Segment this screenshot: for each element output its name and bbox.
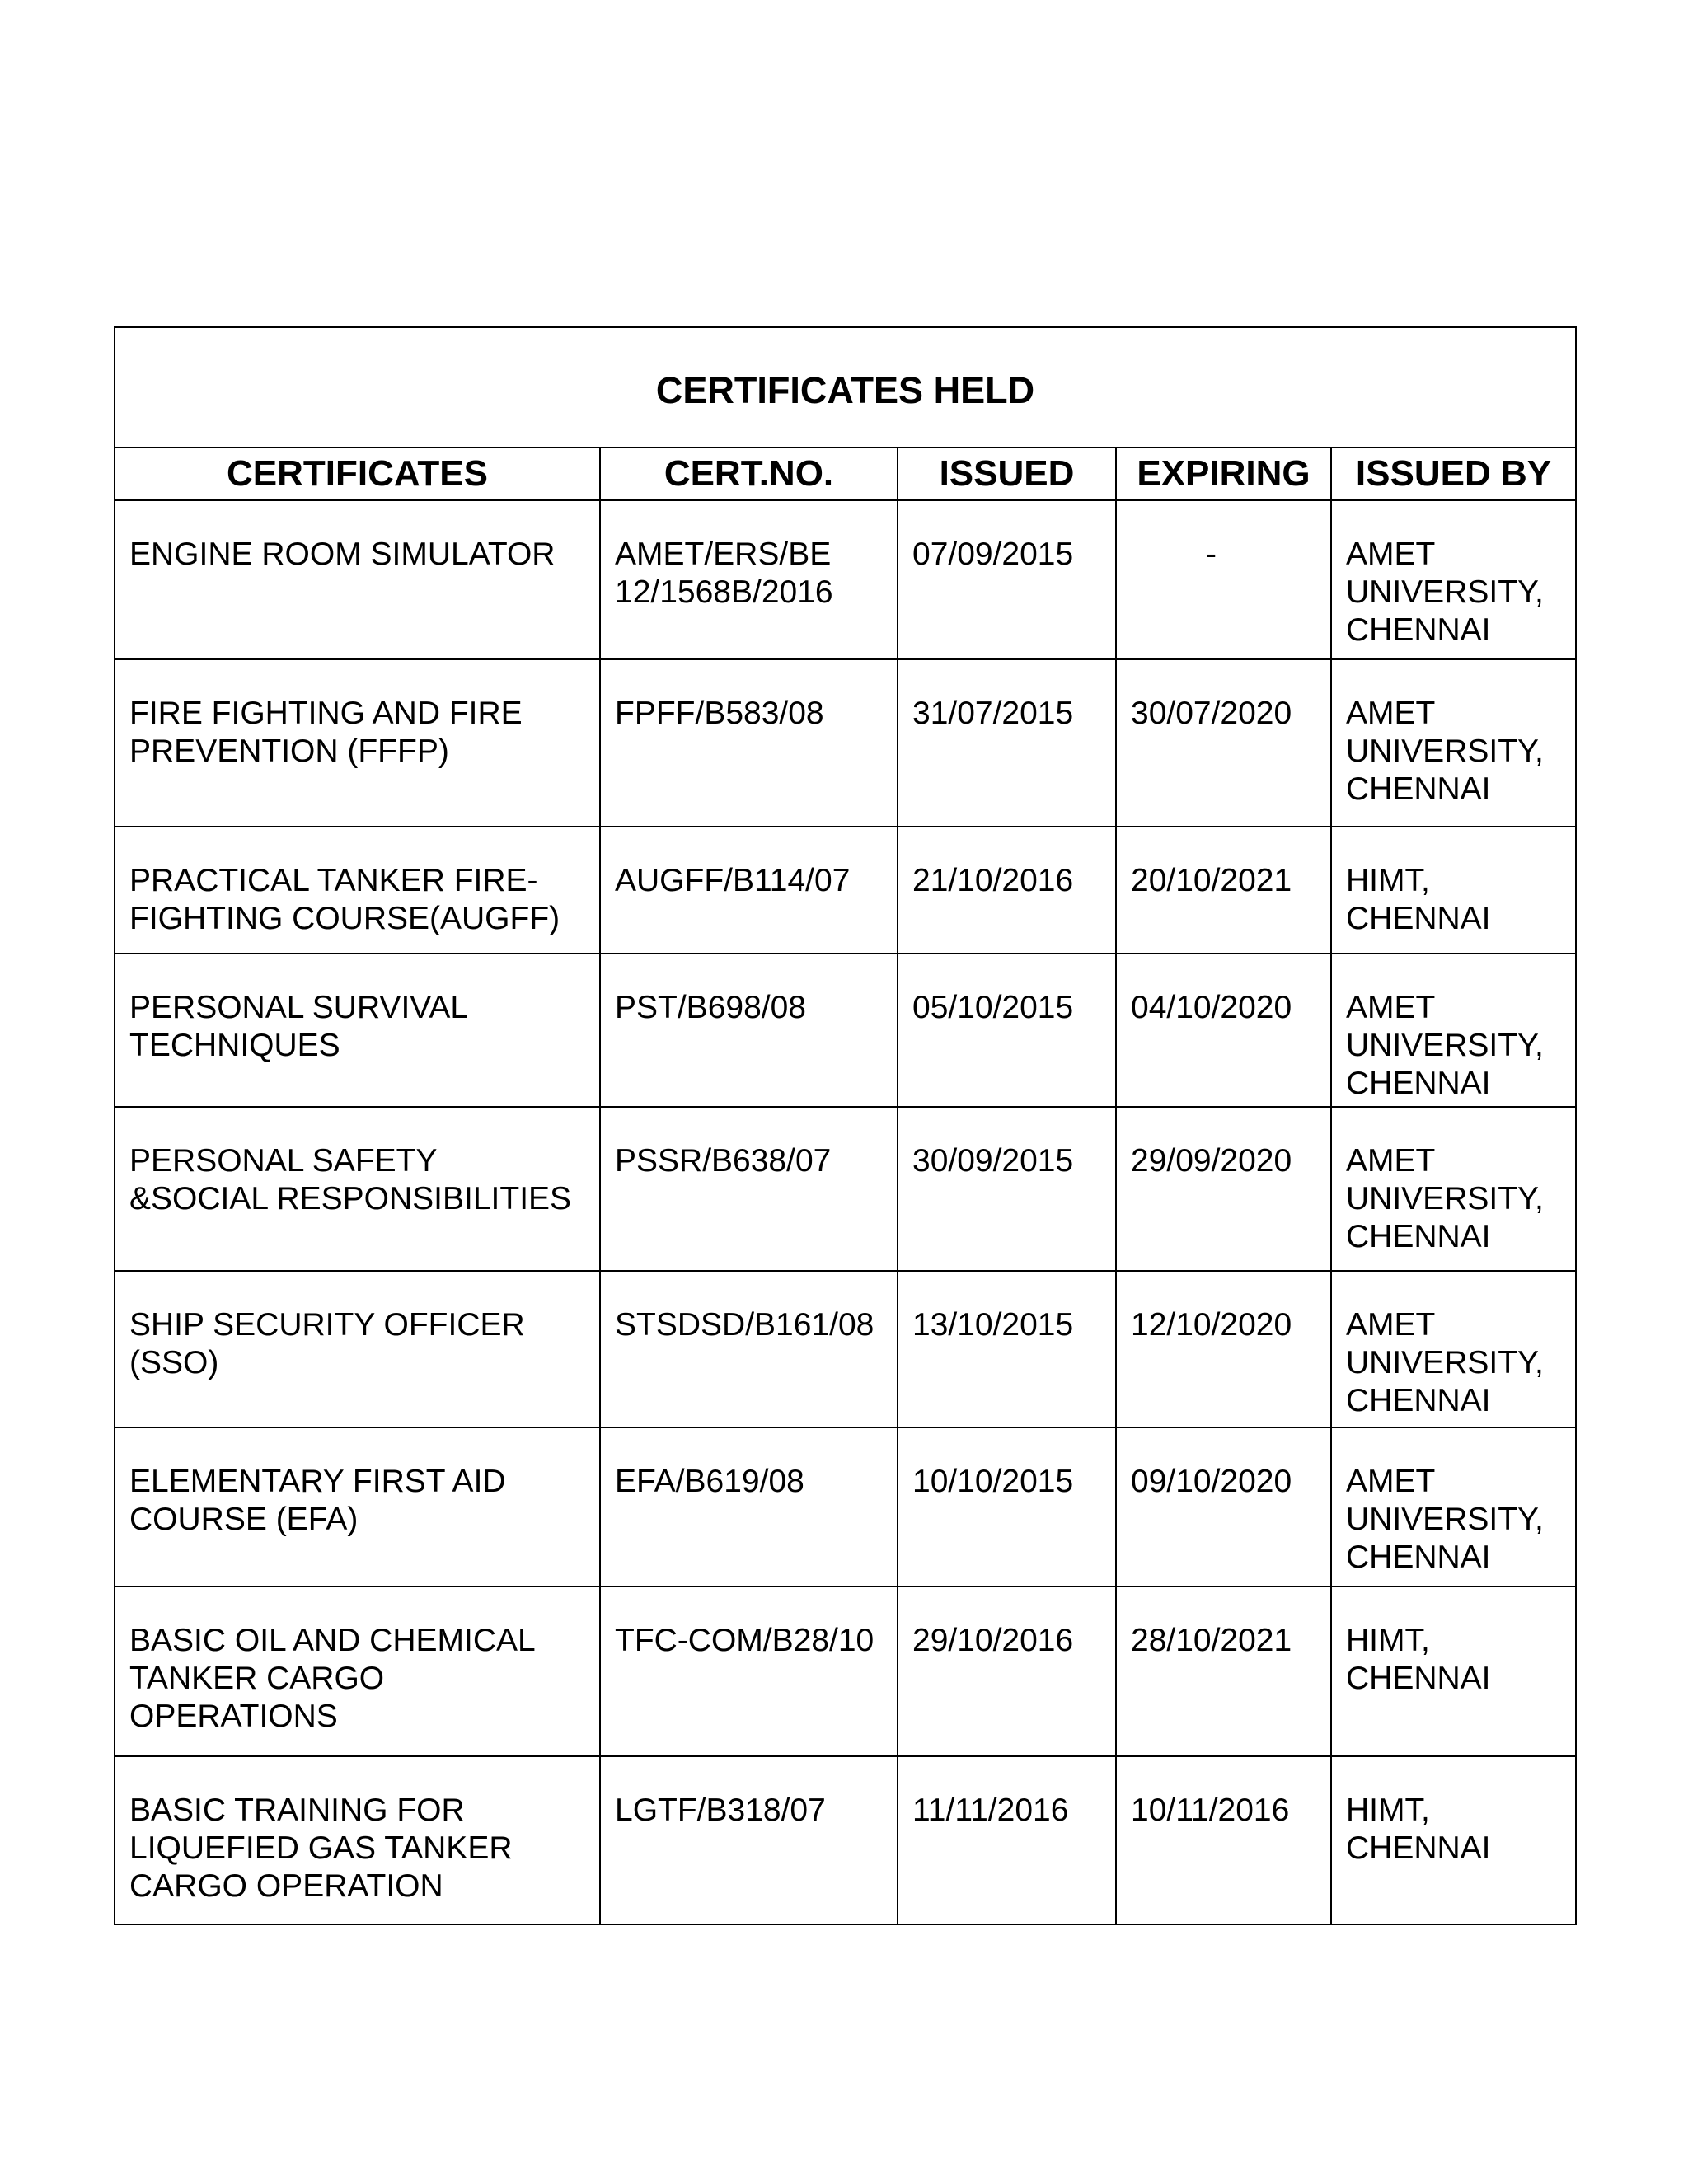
cert-no: AMET/ERS/BE 12/1568B/2016 (615, 537, 833, 610)
table-row (115, 1427, 1576, 1586)
issued-by-cell (1331, 954, 1576, 1107)
issued-date-cell (898, 659, 1116, 827)
expiry-date: 30/07/2020 (1131, 696, 1292, 731)
issued-date-cell (898, 1271, 1116, 1427)
cert-no: PSSR/B638/07 (615, 1143, 832, 1179)
expiry-date: - (1206, 537, 1217, 572)
issued-by: AMET UNIVERSITY, CHENNAI (1346, 990, 1544, 1101)
cert-no: PST/B698/08 (615, 990, 806, 1025)
expiry-date: 29/09/2020 (1131, 1143, 1292, 1179)
issued-date: 21/10/2016 (912, 863, 1074, 898)
issued-by-cell (1331, 1427, 1576, 1586)
issued-date-cell (898, 500, 1116, 659)
cert-no-cell (600, 1756, 898, 1924)
certificate-name: BASIC TRAINING FOR LIQUEFIED GAS TANKER CARGO OPERATION (129, 1793, 513, 1904)
issued-by: AMET UNIVERSITY, CHENNAI (1346, 1143, 1544, 1254)
table-row (115, 659, 1576, 827)
expiry-date: 04/10/2020 (1131, 990, 1292, 1025)
issued-by-cell (1331, 1586, 1576, 1756)
expiry-date-cell (1116, 954, 1331, 1107)
expiry-date-cell (1116, 1586, 1331, 1756)
issued-date-cell (898, 1586, 1116, 1756)
cert-no-cell (600, 659, 898, 827)
table-row (115, 1107, 1576, 1271)
issued-by-cell (1331, 1756, 1576, 1924)
expiry-date-cell (1116, 500, 1331, 659)
cert-no-cell (600, 1427, 898, 1586)
certificate-name-cell (115, 1586, 600, 1756)
table-row (115, 1271, 1576, 1427)
issued-by: AMET UNIVERSITY, CHENNAI (1346, 537, 1544, 648)
column-header-certificates: CERTIFICATES (115, 448, 600, 500)
issued-by-cell (1331, 500, 1576, 659)
certificate-name: PERSONAL SAFETY &SOCIAL RESPONSIBILITIES (129, 1143, 572, 1216)
cert-no-cell (600, 827, 898, 954)
cert-no: TFC-COM/B28/10 (615, 1623, 874, 1658)
issued-date-cell (898, 1107, 1116, 1271)
expiry-date: 12/10/2020 (1131, 1307, 1292, 1343)
cert-no: LGTF/B318/07 (615, 1793, 826, 1828)
issued-by: AMET UNIVERSITY, CHENNAI (1346, 1307, 1544, 1418)
column-header-issued: ISSUED (898, 448, 1116, 500)
expiry-date-cell (1116, 1271, 1331, 1427)
certificate-name-cell (115, 1427, 600, 1586)
certificate-name: SHIP SECURITY OFFICER (SSO) (129, 1307, 525, 1380)
issued-date-cell (898, 1756, 1116, 1924)
cert-no: FPFF/B583/08 (615, 696, 824, 731)
issued-date-cell (898, 954, 1116, 1107)
expiry-date-cell (1116, 827, 1331, 954)
expiry-date-cell (1116, 1427, 1331, 1586)
certificate-name: ENGINE ROOM SIMULATOR (129, 537, 556, 572)
certificate-name-cell (115, 1107, 600, 1271)
cert-no: AUGFF/B114/07 (615, 863, 851, 898)
expiry-date-cell (1116, 659, 1331, 827)
table-title: CERTIFICATES HELD (115, 327, 1576, 448)
expiry-date: 28/10/2021 (1131, 1623, 1292, 1658)
cert-no-cell (600, 1271, 898, 1427)
issued-date: 05/10/2015 (912, 990, 1074, 1025)
issued-by: AMET UNIVERSITY, CHENNAI (1346, 1464, 1544, 1575)
certificate-name-cell (115, 659, 600, 827)
cert-no: EFA/B619/08 (615, 1464, 804, 1499)
table-row (115, 827, 1576, 954)
cert-no: STSDSD/B161/08 (615, 1307, 874, 1343)
cert-no-cell (600, 500, 898, 659)
issued-by: HIMT, CHENNAI (1346, 1793, 1491, 1866)
issued-by-cell (1331, 1107, 1576, 1271)
header-row (115, 448, 1576, 500)
certificate-name: ELEMENTARY FIRST AID COURSE (EFA) (129, 1464, 506, 1537)
certificate-name-cell (115, 500, 600, 659)
issued-date: 10/10/2015 (912, 1464, 1074, 1499)
issued-by-cell (1331, 659, 1576, 827)
issued-date: 07/09/2015 (912, 537, 1074, 572)
table-row (115, 500, 1576, 659)
column-header-cert-no: CERT.NO. (600, 448, 898, 500)
table-row (115, 1586, 1576, 1756)
issued-date-cell (898, 1427, 1116, 1586)
issued-by-cell (1331, 827, 1576, 954)
certificate-name: BASIC OIL AND CHEMICAL TANKER CARGO OPERATIONS (129, 1623, 536, 1734)
expiry-date: 09/10/2020 (1131, 1464, 1292, 1499)
expiry-date: 20/10/2021 (1131, 863, 1292, 898)
issued-by: HIMT, CHENNAI (1346, 863, 1491, 936)
certificate-name: FIRE FIGHTING AND FIRE PREVENTION (FFFP) (129, 696, 523, 769)
issued-date: 31/07/2015 (912, 696, 1074, 731)
certificate-name-cell (115, 1271, 600, 1427)
expiry-date-cell (1116, 1107, 1331, 1271)
issued-date: 29/10/2016 (912, 1623, 1074, 1658)
expiry-date-cell (1116, 1756, 1331, 1924)
certificates-table (114, 326, 1577, 1925)
issued-by: AMET UNIVERSITY, CHENNAI (1346, 696, 1544, 807)
issued-date: 13/10/2015 (912, 1307, 1074, 1343)
certificate-name: PRACTICAL TANKER FIRE- FIGHTING COURSE(AUGFF) (129, 863, 560, 936)
issued-by: HIMT, CHENNAI (1346, 1623, 1491, 1696)
certificate-name: PERSONAL SURVIVAL TECHNIQUES (129, 990, 469, 1063)
column-header-issued-by: ISSUED BY (1331, 448, 1576, 500)
issued-date: 11/11/2016 (912, 1793, 1069, 1828)
table-row (115, 954, 1576, 1107)
certificate-name-cell (115, 1756, 600, 1924)
table-row (115, 1756, 1576, 1924)
expiry-date: 10/11/2016 (1131, 1793, 1290, 1828)
issued-date: 30/09/2015 (912, 1143, 1074, 1179)
certificate-name-cell (115, 954, 600, 1107)
issued-date-cell (898, 827, 1116, 954)
column-header-expiring: EXPIRING (1116, 448, 1331, 500)
cert-no-cell (600, 954, 898, 1107)
issued-by-cell (1331, 1271, 1576, 1427)
cert-no-cell (600, 1586, 898, 1756)
cert-no-cell (600, 1107, 898, 1271)
certificate-name-cell (115, 827, 600, 954)
